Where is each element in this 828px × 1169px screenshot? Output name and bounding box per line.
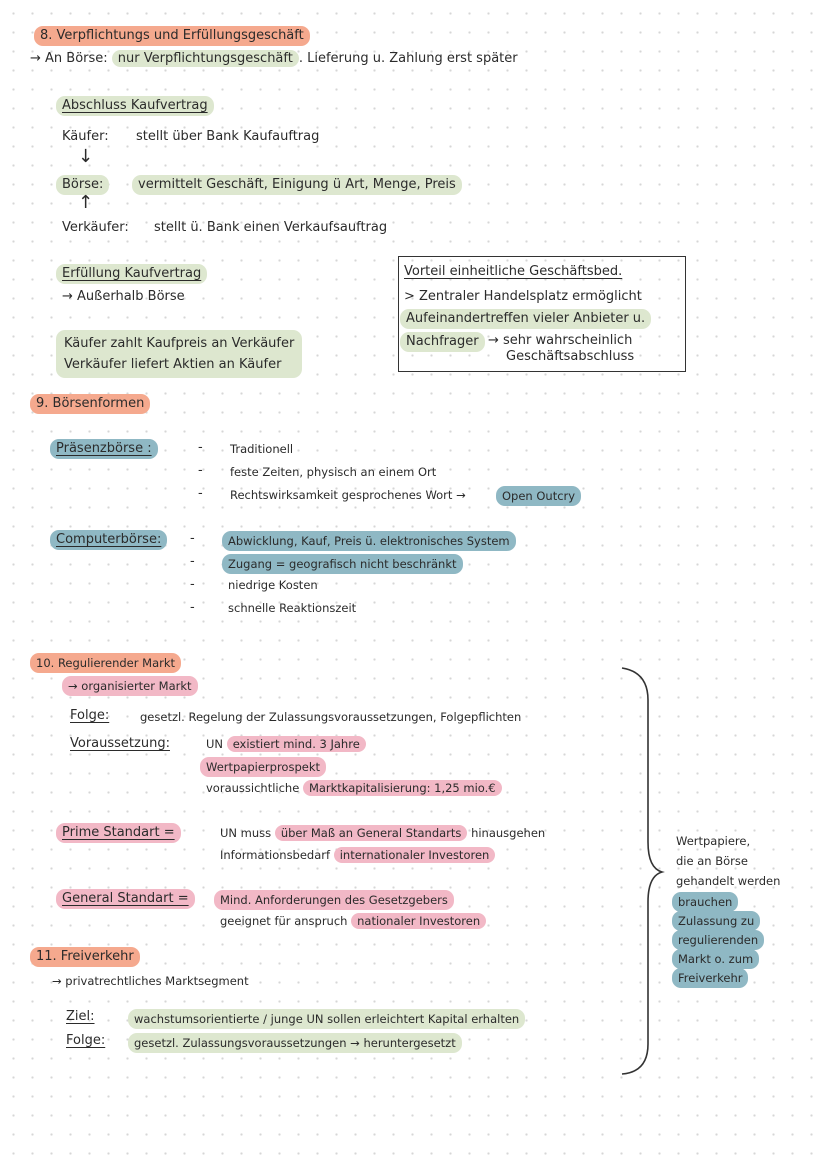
box-title: Vorteil einheitliche Geschäftsbed.	[404, 264, 623, 279]
voraussetzung-2: Wertpapierprospekt	[200, 757, 326, 777]
computer-label: Computerbörse:	[50, 530, 167, 550]
side-note-line-2: die an Börse	[676, 854, 748, 868]
dash: -	[190, 577, 195, 592]
computer-item-3: niedrige Kosten	[228, 578, 318, 592]
praesenz-label: Präsenzbörse :	[50, 439, 158, 459]
abschluss-heading: Abschluss Kaufvertrag	[56, 96, 214, 116]
arrow-up-icon: ↑	[78, 192, 94, 213]
boerse-label: Börse:	[56, 175, 109, 195]
box-line-1: > Zentraler Handelsplatz ermöglicht	[404, 289, 642, 304]
verkaeufer-label: Verkäufer:	[62, 220, 129, 235]
side-note-line-3: gehandelt werden	[676, 874, 781, 888]
kaeufer-label: Käufer:	[62, 129, 109, 144]
dash: -	[190, 554, 195, 569]
section-9-heading: 9. Börsenformen	[30, 394, 150, 414]
open-outcry-badge: Open Outcry	[496, 486, 581, 506]
folge-text-11: gesetzl. Zulassungsvoraussetzungen → heruntergesetzt	[128, 1033, 462, 1053]
side-note-hl-1: brauchen	[672, 892, 738, 912]
ausserhalb-text: → Außerhalb Börse	[62, 289, 185, 304]
section-8-heading: 8. Verpflichtungs und Erfüllungsgeschäft	[34, 26, 310, 46]
voraussetzung-3: voraussichtliche Marktkapitalisierung: 1,25 mio.€	[206, 779, 502, 797]
prime-line-1: UN muss über Maß an General Standarts hinausgehen	[220, 826, 546, 840]
praesenz-item-2: feste Zeiten, physisch an einem Ort	[230, 465, 437, 479]
box-line-4: Geschäftsabschluss	[506, 349, 635, 364]
section-10-heading: 10. Regulierender Markt	[30, 653, 181, 673]
dash: -	[190, 600, 195, 615]
section-11-heading: 11. Freiverkehr	[30, 947, 140, 967]
praesenz-item-3: Rechtswirksamkeit gesprochenes Wort →	[230, 488, 466, 502]
side-note-hl-4: Markt o. zum	[672, 949, 759, 969]
box-line-3-rest: → sehr wahrscheinlich	[488, 333, 633, 348]
erfuellung-heading: Erfüllung Kaufvertrag	[56, 264, 207, 284]
ziel-label: Ziel:	[66, 1009, 95, 1024]
arrow-down-icon: ↓	[78, 146, 94, 167]
box-line-3-label: Nachfrager	[400, 332, 485, 352]
dash: -	[198, 486, 203, 501]
kaeufer-text: stellt über Bank Kaufauftrag	[136, 129, 320, 144]
folge-text: gesetzl. Regelung der Zulassungsvoraussetzungen, Folgepflichten	[140, 710, 522, 724]
prime-standart-label: Prime Standart =	[56, 823, 181, 843]
boerse-text: vermittelt Geschäft, Einigung ü Art, Menge, Preis	[132, 175, 462, 195]
voraussetzung-1: UN existiert mind. 3 Jahre	[206, 735, 366, 753]
ziel-text: wachstumsorientierte / junge UN sollen erleichtert Kapital erhalten	[128, 1009, 525, 1029]
verpflichtung-highlight: nur Verpflichtungsgeschäft	[112, 50, 299, 67]
side-note-line-1: Wertpapiere,	[676, 834, 751, 848]
side-note-hl-2: Zulassung zu	[672, 911, 760, 931]
dash: -	[198, 440, 203, 455]
freiverkehr-sub: → privatrechtliches Marktsegment	[52, 974, 249, 988]
dash: -	[190, 531, 195, 546]
erfuellung-highlight: Käufer zahlt Kaufpreis an Verkäufer Verkäufer liefert Aktien an Käufer	[56, 330, 302, 378]
general-line-2: geeignet für anspruch nationaler Investoren	[220, 912, 486, 930]
folge-label-11: Folge:	[66, 1033, 106, 1048]
prime-line-2: Informationsbedarf internationaler Investoren	[220, 846, 495, 864]
computer-item-4: schnelle Reaktionszeit	[228, 601, 357, 615]
side-note-hl-3: regulierenden	[672, 930, 764, 950]
dash: -	[198, 463, 203, 478]
general-line-1: Mind. Anforderungen des Gesetzgebers	[214, 890, 454, 910]
voraussetzung-label: Voraussetzung:	[70, 736, 170, 751]
boerse-line: → An Börse: nur Verpflichtungsgeschäft . Lieferung u. Zahlung erst später	[30, 51, 518, 66]
verkaeufer-text: stellt ü. Bank einen Verkaufsauftrag	[154, 220, 388, 235]
computer-item-2: Zugang = geografisch nicht beschränkt	[222, 554, 463, 574]
praesenz-item-1: Traditionell	[230, 442, 294, 456]
box-line-2: Aufeinandertreffen vieler Anbieter u.	[400, 309, 651, 329]
general-standart-label: General Standart =	[56, 889, 195, 909]
organisierter-markt: → organisierter Markt	[62, 676, 198, 696]
folge-label: Folge:	[70, 708, 110, 723]
side-note-hl-5: Freiverkehr	[672, 968, 748, 988]
computer-item-1: Abwicklung, Kauf, Preis ü. elektronisches System	[222, 531, 516, 551]
